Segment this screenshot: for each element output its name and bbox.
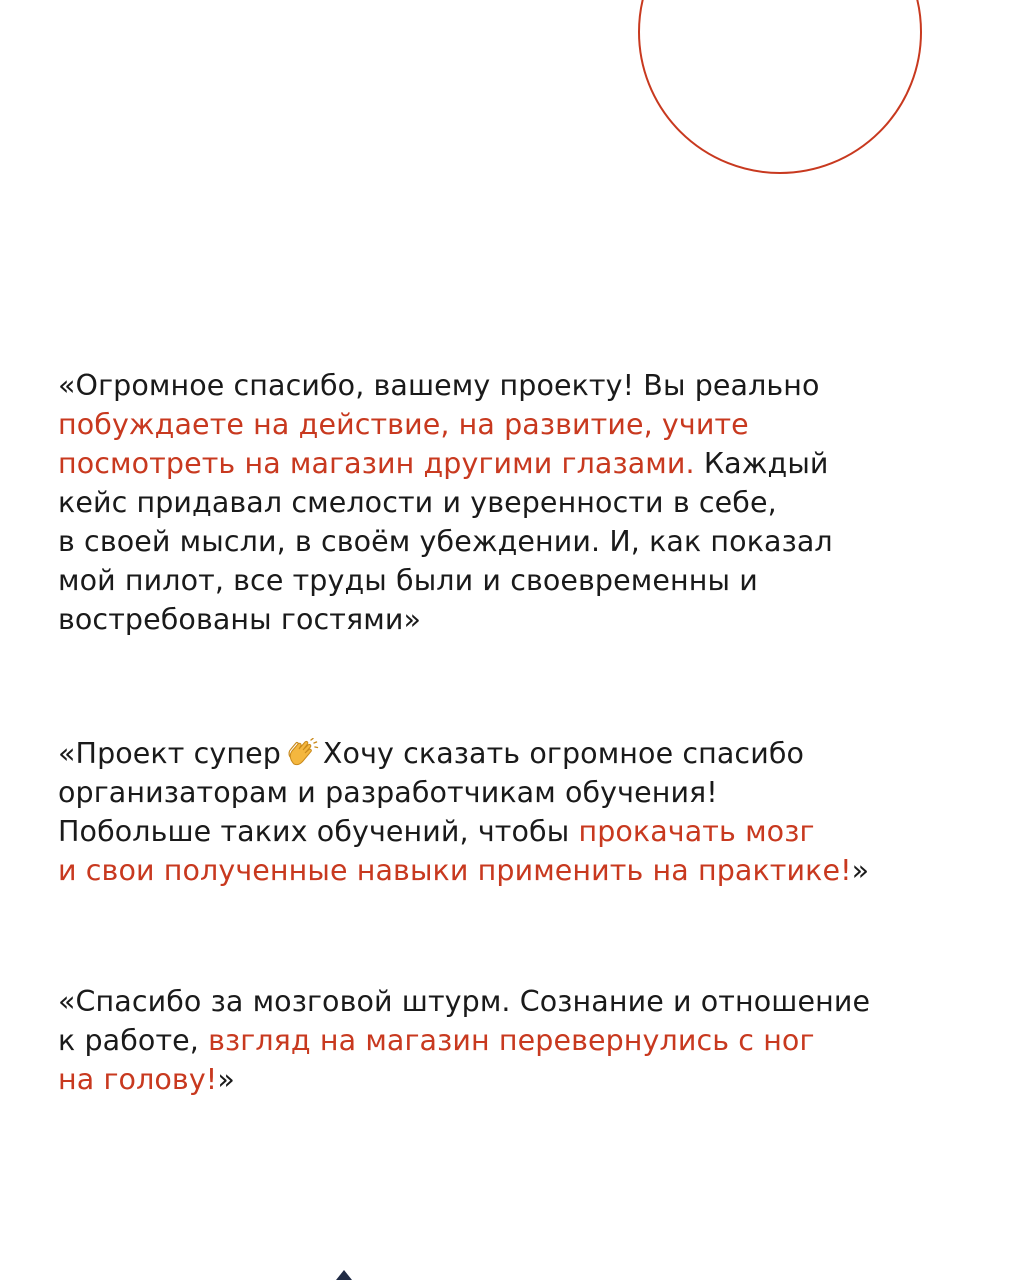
testimonial-quote-2 xyxy=(58,734,978,890)
quote-text: » xyxy=(217,1063,235,1096)
quote-text: в своей мысли, в своём убеждении. И, как показал xyxy=(58,525,833,558)
quote-line xyxy=(58,522,978,561)
decorative-circle xyxy=(638,0,922,174)
quote-line xyxy=(58,405,978,444)
testimonial-quote-3 xyxy=(58,982,978,1099)
quote-line xyxy=(58,773,978,812)
quote-text: «Проект супер xyxy=(58,737,281,770)
quote-text: «Огромное спасибо, вашему проекту! Вы реально xyxy=(58,369,820,402)
quote-line xyxy=(58,1060,978,1099)
bottom-mark-icon xyxy=(336,1270,352,1280)
quote-line xyxy=(58,982,978,1021)
quote-line xyxy=(58,483,978,522)
highlighted-text: на голову! xyxy=(58,1063,218,1096)
quote-line xyxy=(58,1021,978,1060)
quote-text: к работе, xyxy=(58,1024,209,1057)
quote-text: кейс придавал смелости и уверенности в себе, xyxy=(58,486,777,519)
quote-text: «Спасибо за мозговой штурм. Сознание и отношение xyxy=(58,985,871,1018)
highlighted-text: прокачать мозг xyxy=(578,815,815,848)
quote-text: востребованы гостями» xyxy=(58,603,421,636)
quote-text: мой пилот, все труды были и своевременны и xyxy=(58,564,758,597)
quote-text: Каждый xyxy=(694,447,829,480)
quote-line xyxy=(58,734,978,773)
highlighted-text: побуждаете на действие, на развитие, учите xyxy=(58,408,749,441)
quote-line xyxy=(58,600,978,639)
quote-text: Хочу сказать огромное спасибо xyxy=(322,737,805,770)
quote-line xyxy=(58,812,978,851)
quote-line xyxy=(58,561,978,600)
quote-text: организаторам и разработчикам обучения! xyxy=(58,776,718,809)
quote-line xyxy=(58,444,978,483)
testimonial-quote-1 xyxy=(58,366,978,639)
quote-line xyxy=(58,851,978,890)
quote-line xyxy=(58,366,978,405)
highlighted-text: взгляд на магазин перевернулись с ног xyxy=(208,1024,815,1057)
quote-text: Побольше таких обучений, чтобы xyxy=(58,815,579,848)
highlighted-text: и свои полученные навыки применить на практике! xyxy=(58,854,852,887)
quote-text: » xyxy=(851,854,870,887)
highlighted-text: посмотреть на магазин другими глазами. xyxy=(58,447,695,480)
clapping-hands-icon xyxy=(285,738,319,768)
